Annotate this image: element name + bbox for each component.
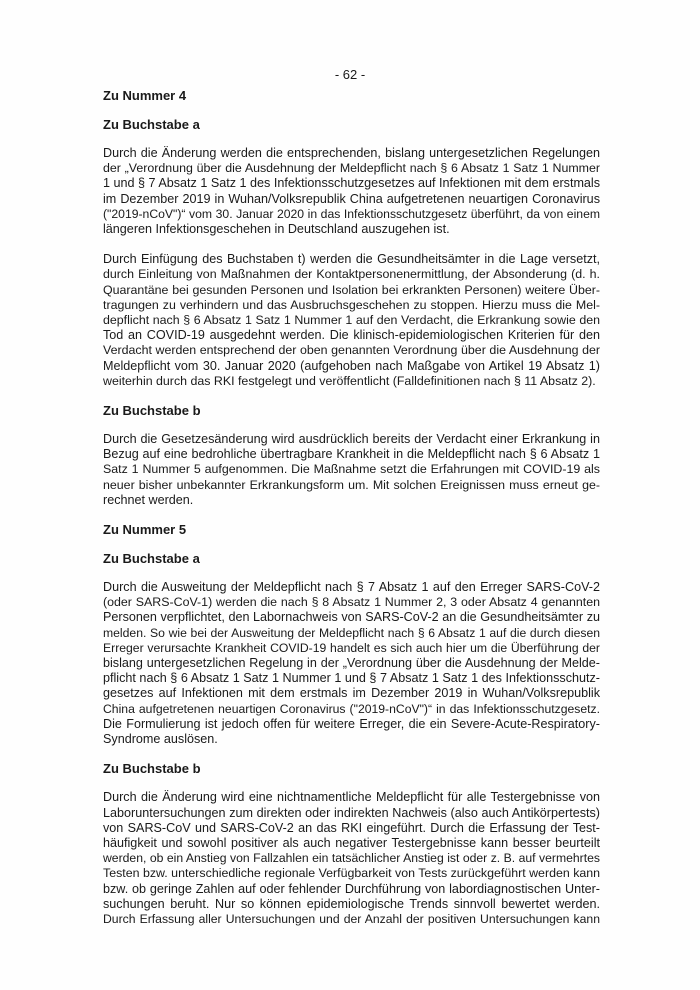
- text-line: weiterhin durch das RKI festgelegt und veröffentlicht (Falldefinitionen nach § 11 Absatz 2).: [103, 373, 596, 388]
- heading-buchstabe-b: Zu Buchstabe b: [103, 761, 201, 777]
- text-line: bzw. ob geringe Zahlen auf oder fehlender Durchführung von labordiagnostischen Unter-: [103, 881, 600, 896]
- text-line: von SARS-CoV und SARS-CoV-2 an das RKI eingeführt. Durch die Erfassung der Test-: [103, 820, 600, 835]
- paragraph: [103, 580, 600, 747]
- text-line: pflicht nach § 6 Absatz 1 Satz 1 Nummer 1 und § 7 Absatz 1 Satz 1 des Infektionsschutz-: [103, 671, 600, 686]
- text-line: Durch die Ausweitung der Meldepflicht nach § 7 Absatz 1 auf den Erreger SARS-CoV-2: [103, 580, 600, 595]
- text-line: Durch die Änderung wird eine nichtnamentliche Meldepflicht für alle Testergebnisse von: [103, 790, 600, 805]
- heading-nummer-5: Zu Nummer 5: [103, 522, 187, 538]
- text-line: Syndrome auslösen.: [103, 732, 218, 747]
- heading-buchstabe-a: Zu Buchstabe a: [103, 551, 200, 567]
- heading-buchstabe-a: Zu Buchstabe a: [103, 117, 200, 132]
- text-line: Personen verpflichtet, den Labornachweis von SARS-CoV-2 an die Gesundheitsämter zu: [103, 610, 600, 625]
- paragraph: [103, 146, 600, 237]
- text-line: längeren Infektionsgeschehen in Deutschland auszugehen ist.: [103, 222, 450, 237]
- text-line: depflicht nach § 6 Absatz 1 Satz 1 Nummer 1 auf den Verdacht, die Erkrankung sowie den: [103, 313, 600, 328]
- heading-buchstabe-b: Zu Buchstabe b: [103, 403, 201, 419]
- text-line: Durch die Änderung werden die entsprechenden, bislang untergesetzlichen Regelungen: [103, 146, 600, 160]
- text-line: Durch die Gesetzesänderung wird ausdrücklich bereits der Verdacht einer Erkrankung in: [103, 432, 600, 447]
- text-line: Laboruntersuchungen zum direkten oder indirekten Nachweis (also auch Antikörpertests): [103, 805, 600, 820]
- text-line: Erreger verursachte Krankheit COVID-19 handelt es sich auch hier um die Überführung der: [103, 640, 600, 655]
- text-line: rechnet werden.: [103, 492, 194, 507]
- text-line: suchungen beruht. Nur so können epidemiologische Trends sinnvoll bewertet werden.: [103, 896, 600, 911]
- text-line: neuer bisher unbekannter Erkrankungsform um. Mit solchen Ereignissen muss erneut ge-: [103, 477, 600, 492]
- paragraph: [103, 432, 600, 508]
- text-line: melden. So wie bei der Ausweitung der Meldepflicht nach § 6 Absatz 1 auf die durch diesen: [103, 625, 600, 640]
- text-line: Verdacht werden entsprechend der oben genannten Verordnung über die Ausdehnung der: [103, 343, 600, 358]
- document-body: [103, 88, 600, 927]
- text-line: häufigkeit und sowohl positiver als auch negativer Testergebnisse kann besser beurteilt: [103, 835, 600, 850]
- text-line: Quarantäne bei gesunden Personen und Isolation bei erkrankten Personen) weitere Über-: [103, 282, 600, 297]
- text-line: gesetzes auf Infektionen mit dem erstmals im Dezember 2019 in Wuhan/Volksrepublik: [103, 686, 600, 701]
- text-line: Meldepflicht vom 30. Januar 2020 (aufgehoben nach Maßgabe von Artikel 19 Absatz 1): [103, 358, 600, 373]
- page-number: - 62 -: [334, 67, 366, 82]
- text-line: bislang untergesetzlichen Regelung in der „Verordnung über die Ausdehnung der Melde-: [103, 656, 600, 671]
- text-line: durch Einleitung von Maßnahmen der Kontaktpersonenermittlung, der Absonderung (d. h.: [103, 267, 600, 282]
- text-line: ("2019-nCoV")“ vom 30. Januar 2020 in das Infektionsschutzgesetz überführt, da von einem: [103, 206, 600, 221]
- text-line: 1 und § 7 Absatz 1 Satz 1 des Infektionsschutzgesetzes auf Infektionen mit dem erstmals: [103, 176, 601, 191]
- text-line: Bezug auf eine bedrohliche übertragbare Krankheit in die Meldepflicht nach § 6 Absatz 1: [103, 447, 600, 462]
- text-line: Testen bzw. unterschiedliche regionale Verfügbarkeit von Tests zurückgeführt werden kann: [103, 866, 601, 881]
- text-line: Die Formulierung ist jedoch offen für weitere Erreger, die ein Severe-Acute-Respiratory-: [103, 716, 600, 731]
- text-line: (oder SARS-CoV-1) werden die nach § 8 Absatz 1 Nummer 2, 3 oder Absatz 4 genannten: [103, 595, 600, 610]
- heading-nummer-4: Zu Nummer 4: [103, 88, 187, 103]
- paragraph: [103, 790, 600, 927]
- text-line: im Dezember 2019 in Wuhan/Volksrepublik China aufgetretenen neuartigen Coronavirus: [103, 191, 600, 206]
- text-line: China aufgetretenen neuartigen Coronavirus ("2019-nCoV")“ in das Infektionsschutzgesetz.: [103, 701, 600, 716]
- text-line: Tod an COVID-19 ausgedehnt werden. Die klinisch-epidemiologischen Kriterien für den: [103, 328, 600, 343]
- text-line: werden, ob ein Anstieg von Fallzahlen ein tatsächlicher Anstieg ist oder z. B. auf vermehrtes: [103, 851, 600, 866]
- text-line: Durch Erfassung aller Untersuchungen und der Anzahl der positiven Untersuchungen kann: [103, 911, 600, 926]
- text-line: Durch Einfügung des Buchstaben t) werden die Gesundheitsämter in die Lage versetzt,: [103, 252, 600, 267]
- text-line: Satz 1 Nummer 5 aufgenommen. Die Maßnahme setzt die Erfahrungen mit COVID-19 als: [103, 462, 600, 477]
- paragraph: [103, 252, 600, 389]
- text-line: tragungen zu verhindern und das Ausbruchsgeschehen zu stoppen. Hierzu muss die Mel-: [103, 297, 600, 312]
- text-line: der „Verordnung über die Ausdehnung der Meldepflicht nach § 6 Absatz 1 Satz 1 Nummer: [103, 161, 600, 176]
